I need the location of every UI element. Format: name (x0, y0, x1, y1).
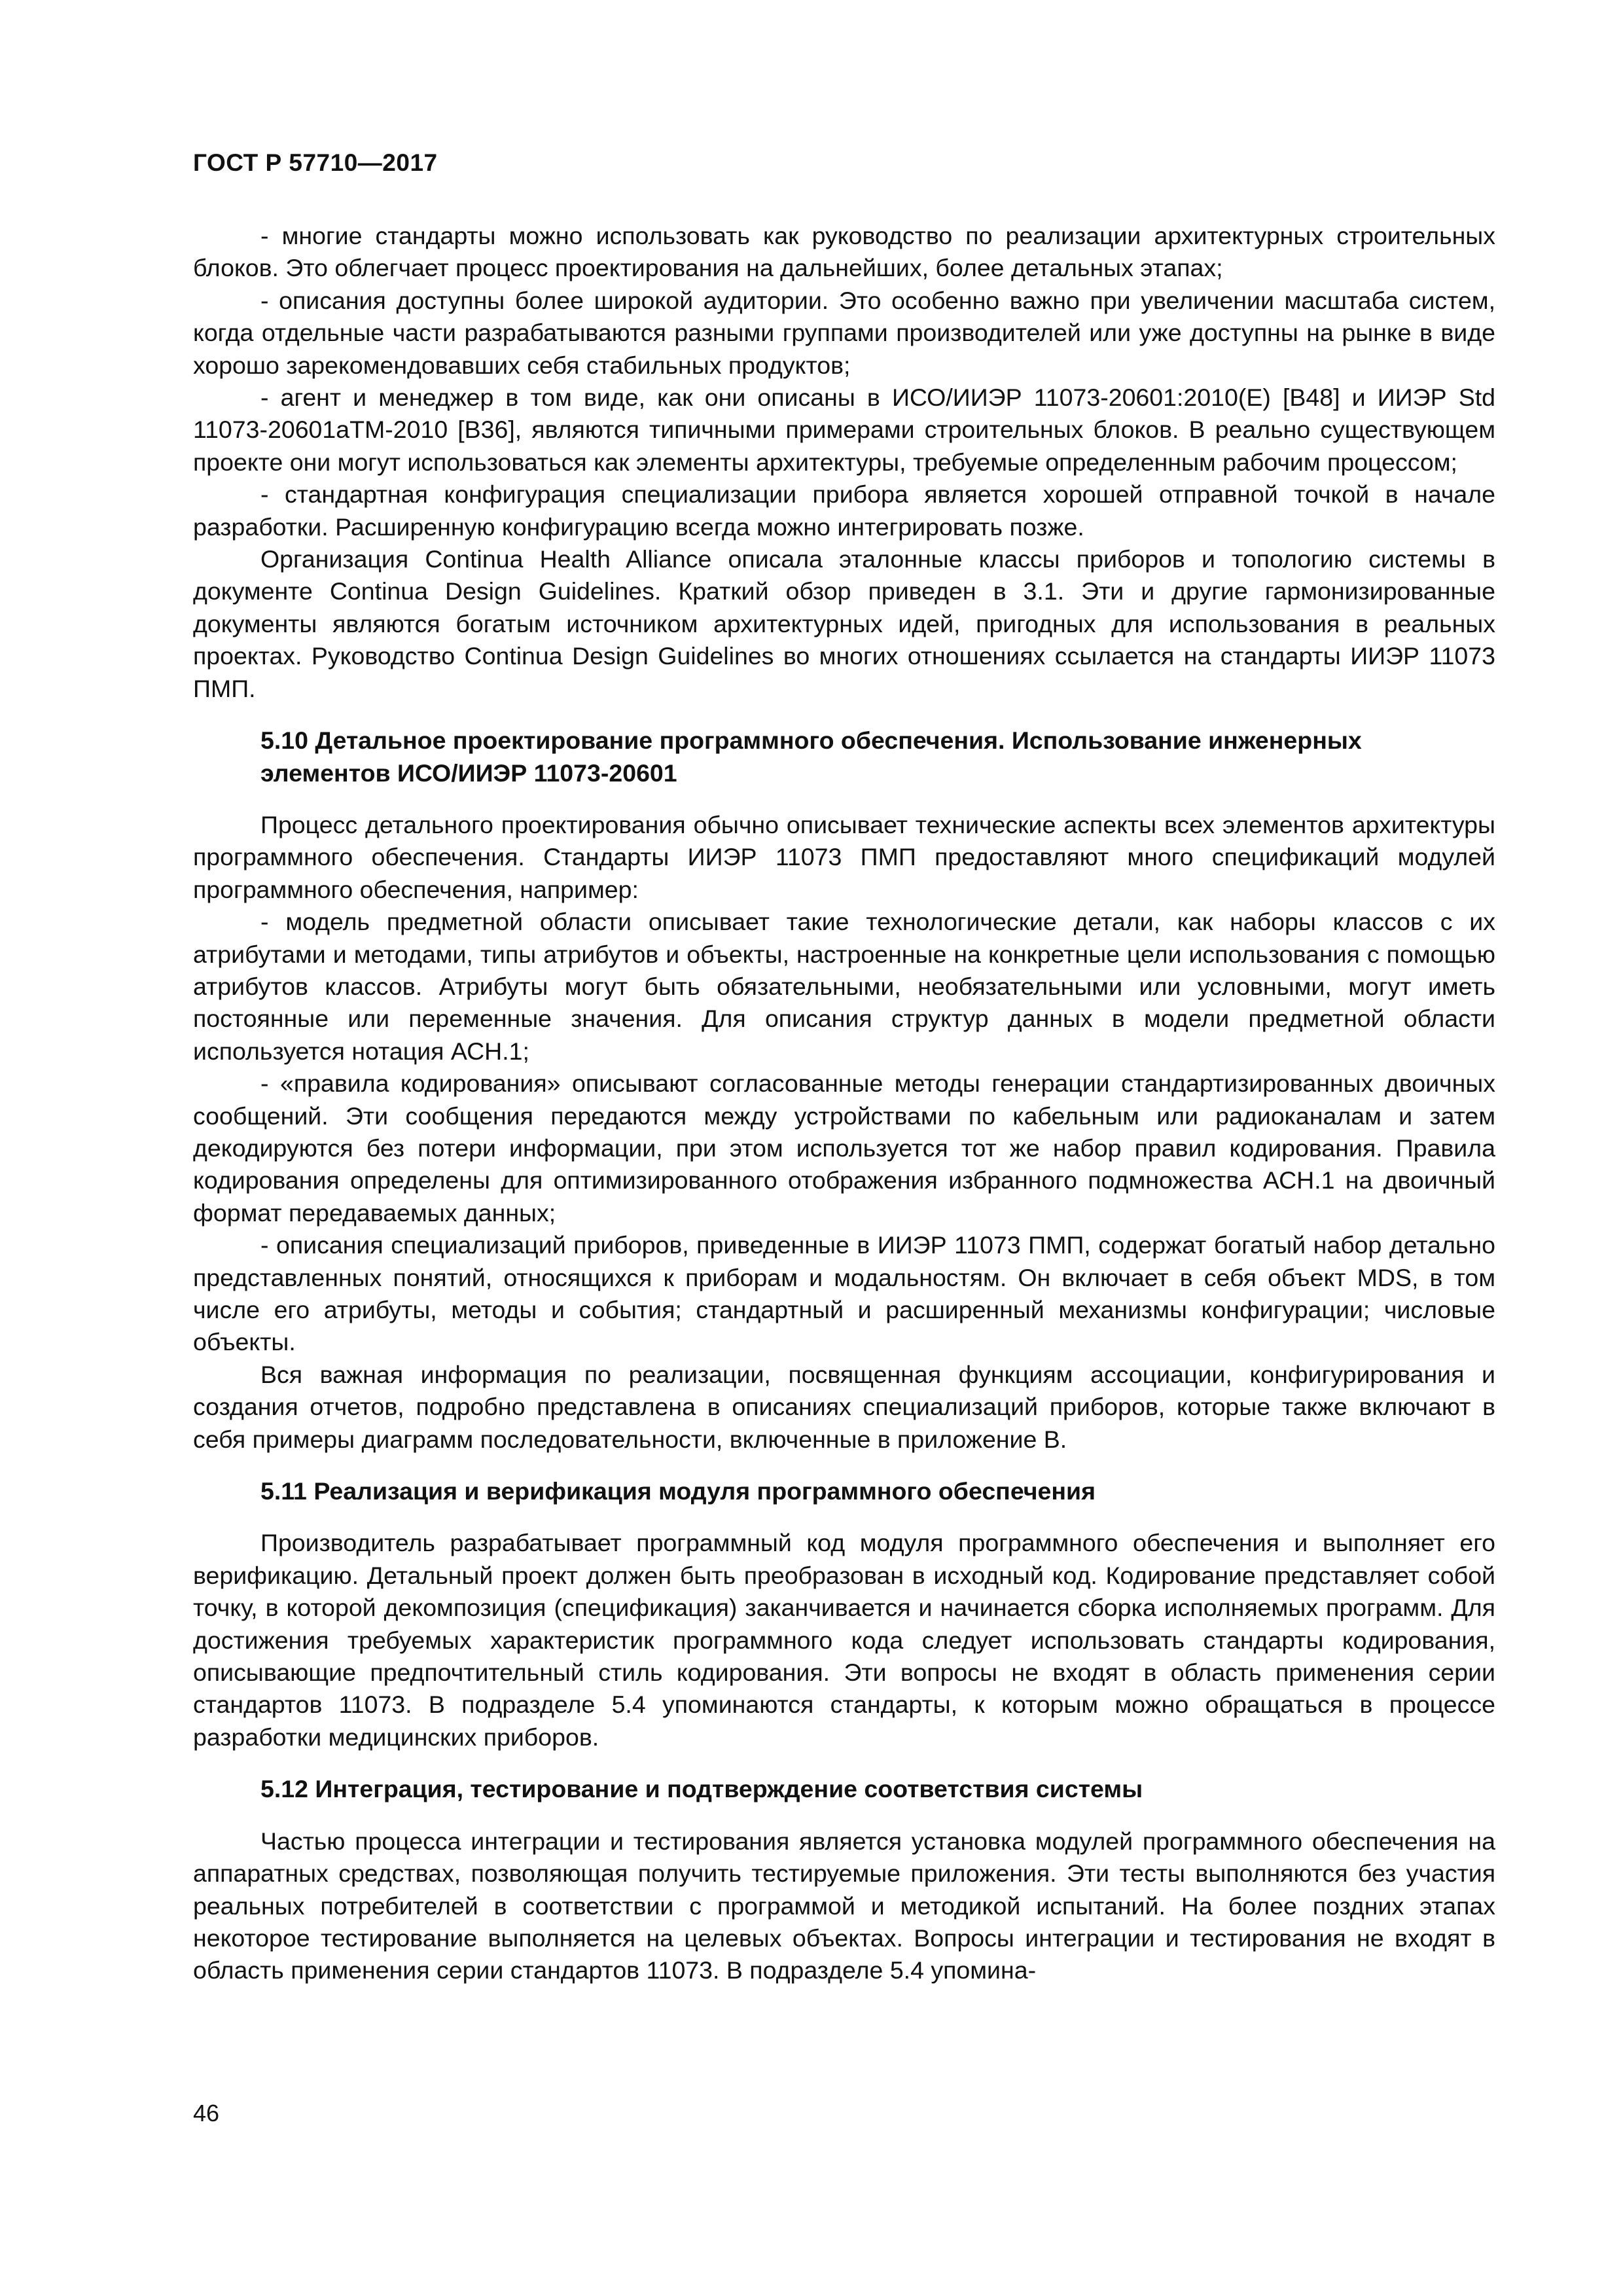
paragraph: - агент и менеджер в том виде, как они описаны в ИСО/ИИЭР 11073-20601:2010(E) [B48] и ИИЭР Std 11073-20601aTM-2010 [B36], являются типичными примерами строительных блоков. В реально существующем проекте они могут использоваться как элементы архитектуры, требуемые определенным рабочим процессом; (193, 384, 1495, 476)
page-number: 46 (193, 2100, 220, 2126)
paragraph: Производитель разрабатывает программный код модуля программного обеспечения и выполняет его верификацию. Детальный проект должен быть преобразован в исходный код. Кодирование представляет собой точку, в которой декомпозиция (спецификация) заканчивается и начинается сборка исполняемых программ. Для достижения требуемых характеристик программного кода следует использовать стандарты кодирования, описывающие предпочтительный стиль кодирования. Эти вопросы не входят в область применения серии стандартов 11073. В подразделе 5.4 упоминаются стандарты, к которым можно обращаться в процессе разработки медицинских приборов. (193, 1529, 1495, 1751)
section-title-5-12: 5.12 Интеграция, тестирование и подтверждение соответствия системы (260, 1775, 1143, 1803)
paragraph: - описания доступны более широкой аудитории. Это особенно важно при увеличении масштаба систем, когда отдельные части разрабатываются разными группами производителей или уже доступны на рынке в виде хорошо зарекомендовавших себя стабильных продуктов; (193, 286, 1495, 379)
paragraph: Организация Continua Health Alliance описала эталонные классы приборов и топологию системы в документе Continua Design Guidelines. Краткий обзор приведен в 3.1. Эти и другие гармонизированные документы являются богатым источником архитектурных идей, пригодных для использования в реальных проектах. Руководство Continua Design Guidelines во многих отношениях ссылается на стандарты ИИЭР 11073 ПМП. (193, 545, 1495, 702)
paragraph: - модель предметной области описывает такие технологические детали, как наборы классов с их атрибутами и методами, типы атрибутов и объекты, настроенные на конкретные цели использования с помощью атрибутов классов. Атрибуты могут быть обязательными, необязательными или условными, могут иметь постоянные или переменные значения. Для описания структур данных в модели предметной области используется нотация АСН.1; (193, 908, 1495, 1065)
document-code-header: ГОСТ Р 57710—2017 (193, 149, 438, 176)
section-title-5-11: 5.11 Реализация и верификация модуля программного обеспечения (260, 1477, 1096, 1505)
document-body (193, 220, 1495, 1987)
paragraph: - описания специализаций приборов, приведенные в ИИЭР 11073 ПМП, содержат богатый набор детально представленных понятий, относящихся к приборам и модальностям. Он включает в себя объект MDS, в том числе его атрибуты, методы и события; стандартный и расширенный механизмы конфигурации; числовые объекты. (193, 1231, 1495, 1356)
paragraph: Процесс детального проектирования обычно описывает технические аспекты всех элементов архитектуры программного обеспечения. Стандарты ИИЭР 11073 ПМП предоставляют много спецификаций модулей программного обеспечения, например: (193, 810, 1495, 903)
paragraph: Частью процесса интеграции и тестирования является установка модулей программного обеспечения на аппаратных средствах, позволяющая получить тестируемые приложения. Эти тесты выполняются без участия реальных потребителей в соответствии с программой и методикой испытаний. На более поздних этапах некоторое тестирование выполняется на целевых объектах. Вопросы интеграции и тестирования не входят в область применения серии стандартов 11073. В подразделе 5.4 упомина- (193, 1827, 1495, 1984)
paragraph: - стандартная конфигурация специализации прибора является хорошей отправной точкой в начале разработки. Расширенную конфигурацию всегда можно интегрировать позже. (193, 480, 1495, 541)
paragraph: Вся важная информация по реализации, посвященная функциям ассоциации, конфигурирования и создания отчетов, подробно представлена в описаниях специализаций приборов, которые также включают в себя примеры диаграмм последовательности, включенные в приложение В. (193, 1360, 1495, 1453)
paragraph: - многие стандарты можно использовать как руководство по реализации архитектурных строительных блоков. Это облегчает процесс проектирования на дальнейших, более детальных этапах; (193, 222, 1495, 282)
paragraph: - «правила кодирования» описывают согласованные методы генерации стандартизированных двоичных сообщений. Эти сообщения передаются между устройствами по кабельным или радиоканалам и затем декодируются без потери информации, при этом используется тот же набор правил кодирования. Правила кодирования определены для оптимизированного отображения избранного подмножества АСН.1 на двоичный формат передаваемых данных; (193, 1069, 1495, 1227)
section-title-5-10: 5.10 Детальное проектирование программного обеспечения. Использование инженерных элементов ИСО/ИИЭР 11073-20601 (260, 726, 1362, 787)
